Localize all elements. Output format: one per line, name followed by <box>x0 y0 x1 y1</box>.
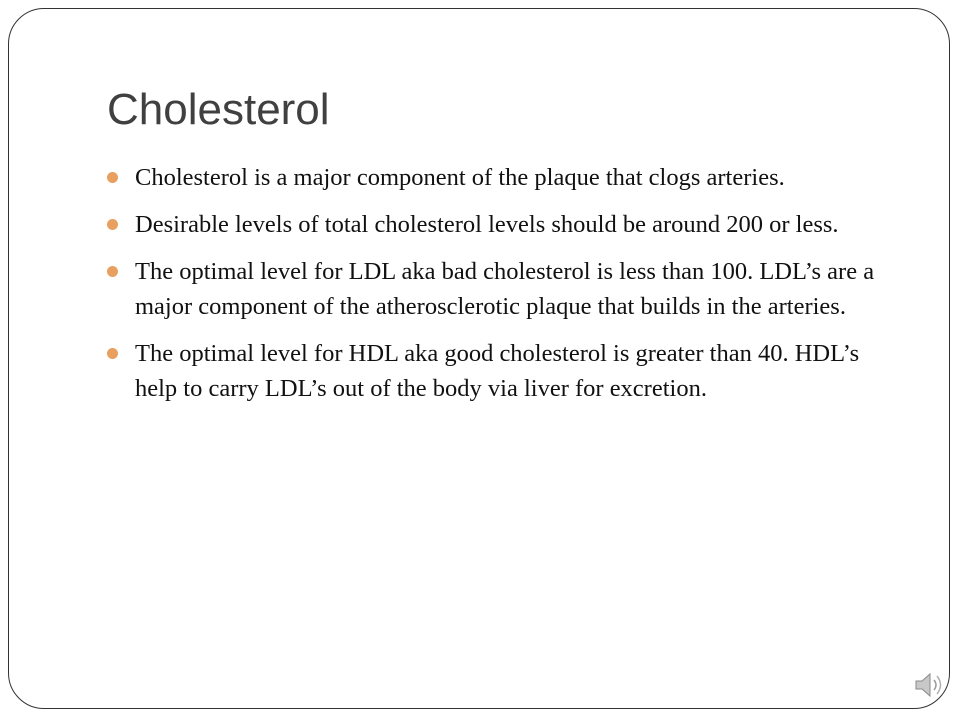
bullet-item <box>107 336 897 406</box>
bullet-text: The optimal level for HDL aka good cholesterol is greater than 40. HDL’s help to carry LDL’s out of the body via liver for excretion. <box>135 340 860 402</box>
bullet-text: Desirable levels of total cholesterol levels should be around 200 or less. <box>135 211 839 238</box>
bullet-marker <box>107 266 118 277</box>
bullet-list <box>107 160 897 418</box>
bullet-text: The optimal level for LDL aka bad cholesterol is less than 100. LDL’s are a major component of the atherosclerotic plaque that builds in the arteries. <box>135 258 875 320</box>
slide-title: Cholesterol <box>107 85 330 134</box>
bullet-marker <box>107 172 118 183</box>
bullet-marker <box>107 219 118 230</box>
speaker-icon[interactable] <box>913 670 947 700</box>
bullet-item <box>107 207 897 242</box>
bullet-item <box>107 254 897 324</box>
bullet-marker <box>107 348 118 359</box>
bullet-item <box>107 160 897 195</box>
bullet-text: Cholesterol is a major component of the plaque that clogs arteries. <box>135 164 785 191</box>
